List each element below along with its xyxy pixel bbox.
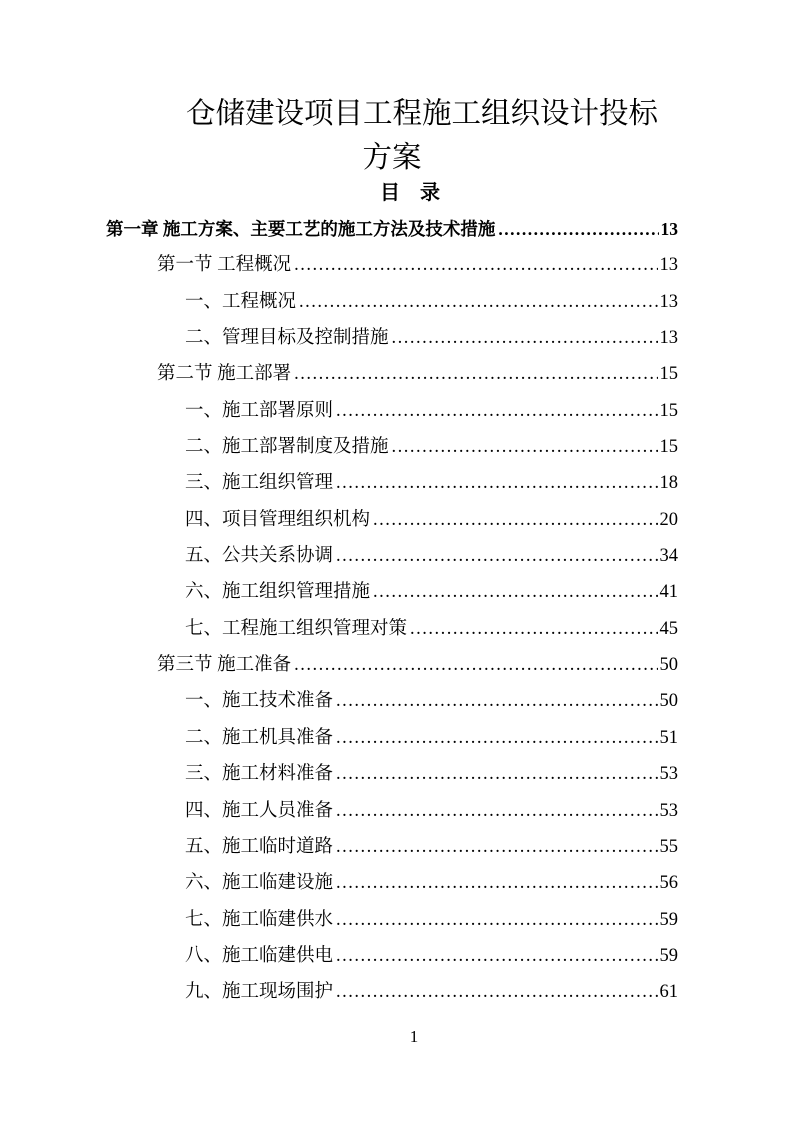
- toc-entry-page: 41: [659, 582, 678, 603]
- toc-entry[interactable]: [106, 574, 678, 610]
- toc-entry-page: 59: [659, 945, 678, 966]
- toc-leader-dots: [373, 574, 657, 610]
- document-title: [106, 92, 678, 180]
- toc-entry-page: 34: [659, 546, 678, 567]
- toc-leader-dots: [299, 284, 657, 320]
- toc-entry-label: 二、施工部署制度及措施: [185, 437, 389, 458]
- toc-entry-label: 第一章 施工方案、主要工艺的施工方法及技术措施: [106, 219, 496, 239]
- toc-entry-page: 56: [659, 873, 678, 894]
- toc-entry-page: 53: [659, 764, 678, 785]
- toc-entry[interactable]: [106, 865, 678, 901]
- toc-entry-page: 13: [659, 291, 678, 312]
- toc-leader-dots: [336, 793, 657, 829]
- toc-entry-page: 13: [660, 219, 678, 239]
- toc-heading: 目 录: [380, 182, 440, 204]
- toc-leader-dots: [336, 393, 657, 429]
- toc-list: [106, 211, 678, 1011]
- toc-entry-label: 一、工程概况: [185, 291, 297, 312]
- toc-entry-page: 59: [659, 909, 678, 930]
- toc-entry-label: 一、施工技术准备: [185, 691, 334, 712]
- toc-leader-dots: [294, 647, 657, 683]
- toc-entry-label: 二、管理目标及控制措施: [185, 328, 389, 349]
- toc-leader-dots: [392, 320, 658, 356]
- toc-entry[interactable]: [106, 647, 678, 683]
- toc-entry[interactable]: [106, 938, 678, 974]
- toc-entry-label: 五、施工临时道路: [185, 836, 334, 857]
- toc-entry[interactable]: [106, 793, 678, 829]
- toc-entry-page: 15: [659, 364, 678, 385]
- toc-entry[interactable]: [106, 356, 678, 392]
- toc-leader-dots: [336, 865, 657, 901]
- toc-entry[interactable]: [106, 829, 678, 865]
- toc-leader-dots: [498, 211, 658, 247]
- toc-leader-dots: [336, 938, 657, 974]
- toc-leader-dots: [336, 538, 657, 574]
- footer-page-number: 1: [409, 1027, 419, 1046]
- toc-entry-label: 一、施工部署原则: [185, 400, 334, 421]
- toc-entry-label: 七、工程施工组织管理对策: [185, 618, 408, 639]
- toc-entry-label: 七、施工临建供水: [185, 909, 334, 930]
- toc-entry-page: 20: [659, 509, 678, 530]
- toc-leader-dots: [373, 502, 657, 538]
- toc-entry-page: 15: [659, 437, 678, 458]
- toc-entry-page: 15: [659, 400, 678, 421]
- toc-entry-page: 13: [659, 328, 678, 349]
- toc-entry-page: 53: [659, 800, 678, 821]
- toc-entry-label: 六、施工临建设施: [185, 873, 334, 894]
- toc-leader-dots: [410, 611, 657, 647]
- toc-entry-label: 三、施工材料准备: [185, 764, 334, 785]
- toc-entry[interactable]: [106, 393, 678, 429]
- toc-entry[interactable]: [106, 320, 678, 356]
- toc-leader-dots: [336, 465, 657, 501]
- toc-entry-page: 13: [659, 255, 678, 276]
- toc-leader-dots: [336, 720, 657, 756]
- toc-leader-dots: [336, 974, 657, 1010]
- toc-entry-page: 51: [659, 727, 678, 748]
- toc-entry-label: 四、施工人员准备: [185, 800, 334, 821]
- toc-entry[interactable]: [106, 465, 678, 501]
- toc-entry-page: 50: [659, 655, 678, 676]
- document-title-line1: 仓储建设项目工程施工组织设计投标: [185, 98, 658, 130]
- toc-entry[interactable]: [106, 247, 678, 283]
- toc-leader-dots: [294, 356, 657, 392]
- toc-entry-label: 八、施工临建供电: [185, 945, 334, 966]
- toc-entry-page: 45: [659, 618, 678, 639]
- toc-entry[interactable]: [106, 284, 678, 320]
- toc-leader-dots: [336, 683, 657, 719]
- toc-entry-label: 九、施工现场围护: [185, 982, 334, 1003]
- toc-entry-label: 三、施工组织管理: [185, 473, 334, 494]
- toc-entry[interactable]: [106, 502, 678, 538]
- toc-entry[interactable]: [106, 902, 678, 938]
- toc-entry[interactable]: [106, 720, 678, 756]
- toc-leader-dots: [294, 247, 657, 283]
- toc-leader-dots: [392, 429, 658, 465]
- toc-entry-page: 61: [659, 982, 678, 1003]
- toc-entry-label: 四、项目管理组织机构: [185, 509, 371, 530]
- toc-entry-label: 第三节 施工准备: [157, 655, 292, 676]
- toc-leader-dots: [336, 756, 657, 792]
- toc-entry-page: 50: [659, 691, 678, 712]
- toc-entry[interactable]: [106, 683, 678, 719]
- toc-entry-label: 五、公共关系协调: [185, 546, 334, 567]
- toc-entry[interactable]: [106, 429, 678, 465]
- toc-entry[interactable]: [106, 211, 678, 247]
- toc-entry-page: 18: [659, 473, 678, 494]
- toc-entry-label: 第一节 工程概况: [157, 255, 292, 276]
- document-title-line2: 方案: [362, 142, 422, 174]
- toc-entry-label: 六、施工组织管理措施: [185, 582, 371, 603]
- toc-entry[interactable]: [106, 756, 678, 792]
- toc-entry-label: 二、施工机具准备: [185, 727, 334, 748]
- toc-entry-label: 第二节 施工部署: [157, 364, 292, 385]
- toc-entry[interactable]: [106, 538, 678, 574]
- toc-entry[interactable]: [106, 611, 678, 647]
- toc-leader-dots: [336, 829, 657, 865]
- toc-entry-page: 55: [659, 836, 678, 857]
- toc-entry[interactable]: [106, 974, 678, 1010]
- toc-leader-dots: [336, 902, 657, 938]
